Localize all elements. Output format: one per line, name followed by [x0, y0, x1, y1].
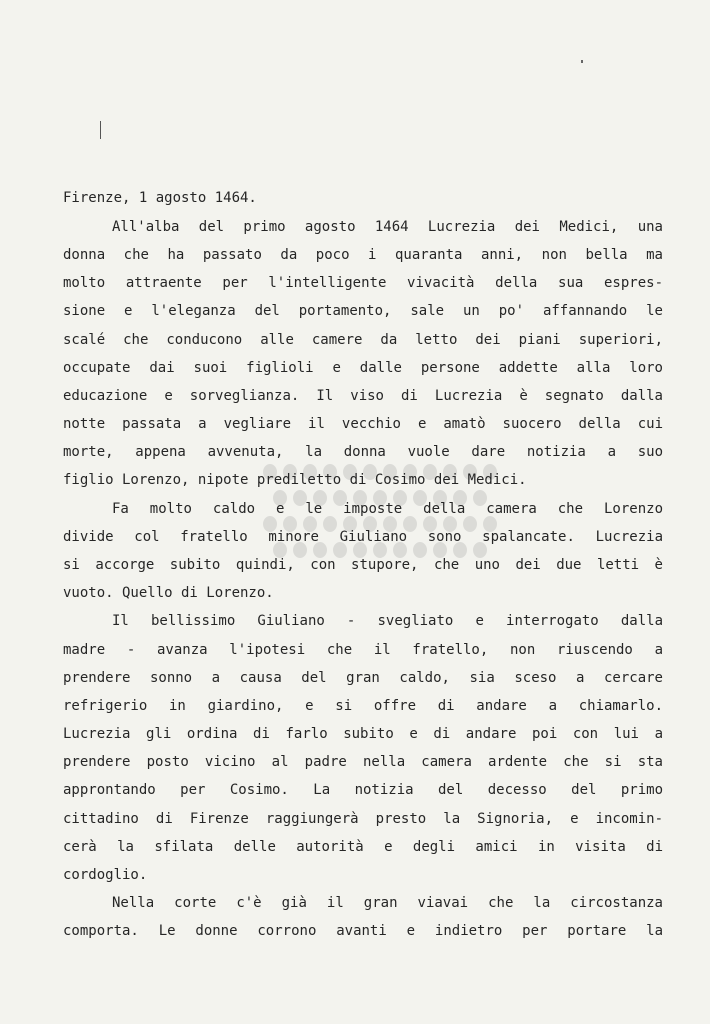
text-line: occupate dai suoi figlioli e dalle persone addette alla loro	[63, 360, 663, 376]
text-line: si accorge subito quindi, con stupore, che uno dei due letti è	[63, 557, 663, 573]
text-line: figlio Lorenzo, nipote prediletto di Cosimo dei Medici.	[63, 472, 527, 488]
text-line: educazione e sorveglianza. Il viso di Lucrezia è segnato dalla	[63, 388, 663, 404]
text-line: scalé che conducono alle camere da letto dei piani superiori,	[63, 332, 663, 348]
text-line: cerà la sfilata delle autorità e degli amici in visita di	[63, 839, 663, 855]
text-line: prendere posto vicino al padre nella camera ardente che si sta	[63, 754, 663, 770]
text-line: Il bellissimo Giuliano - svegliato e interrogato dalla	[112, 613, 663, 629]
text-line: Fa molto caldo e le imposte della camera che Lorenzo	[112, 501, 663, 517]
text-line: approntando per Cosimo. La notizia del decesso del primo	[63, 782, 663, 798]
text-line: cordoglio.	[63, 867, 148, 883]
text-line: comporta. Le donne corrono avanti e indietro per portare la	[63, 923, 663, 939]
text-line: vuoto. Quello di Lorenzo.	[63, 585, 274, 601]
paper-speck	[581, 60, 583, 63]
margin-mark	[100, 121, 101, 139]
text-line: All'alba del primo agosto 1464 Lucrezia dei Medici, una	[112, 219, 663, 235]
dateline: Firenze, 1 agosto 1464.	[63, 190, 257, 206]
text-line: sione e l'eleganza del portamento, sale un po' affannando le	[63, 303, 663, 319]
text-line: refrigerio in giardino, e si offre di andare a chiamarlo.	[63, 698, 663, 714]
text-line: prendere sonno a causa del gran caldo, sia sceso a cercare	[63, 670, 663, 686]
text-line: Nella corte c'è già il gran viavai che la circostanza	[112, 895, 663, 911]
text-line: donna che ha passato da poco i quaranta anni, non bella ma	[63, 247, 663, 263]
text-line: divide col fratello minore Giuliano sono spalancate. Lucrezia	[63, 529, 663, 545]
text-line: molto attraente per l'intelligente vivacità della sua espres-	[63, 275, 663, 291]
text-line: madre - avanza l'ipotesi che il fratello, non riuscendo a	[63, 642, 663, 658]
text-line: notte passata a vegliare il vecchio e amatò suocero della cui	[63, 416, 663, 432]
text-line: cittadino di Firenze raggiungerà presto la Signoria, e incomin-	[63, 811, 663, 827]
text-line: morte, appena avvenuta, la donna vuole dare notizia a suo	[63, 444, 663, 460]
text-line: Lucrezia gli ordina di farlo subito e di andare poi con lui a	[63, 726, 663, 742]
